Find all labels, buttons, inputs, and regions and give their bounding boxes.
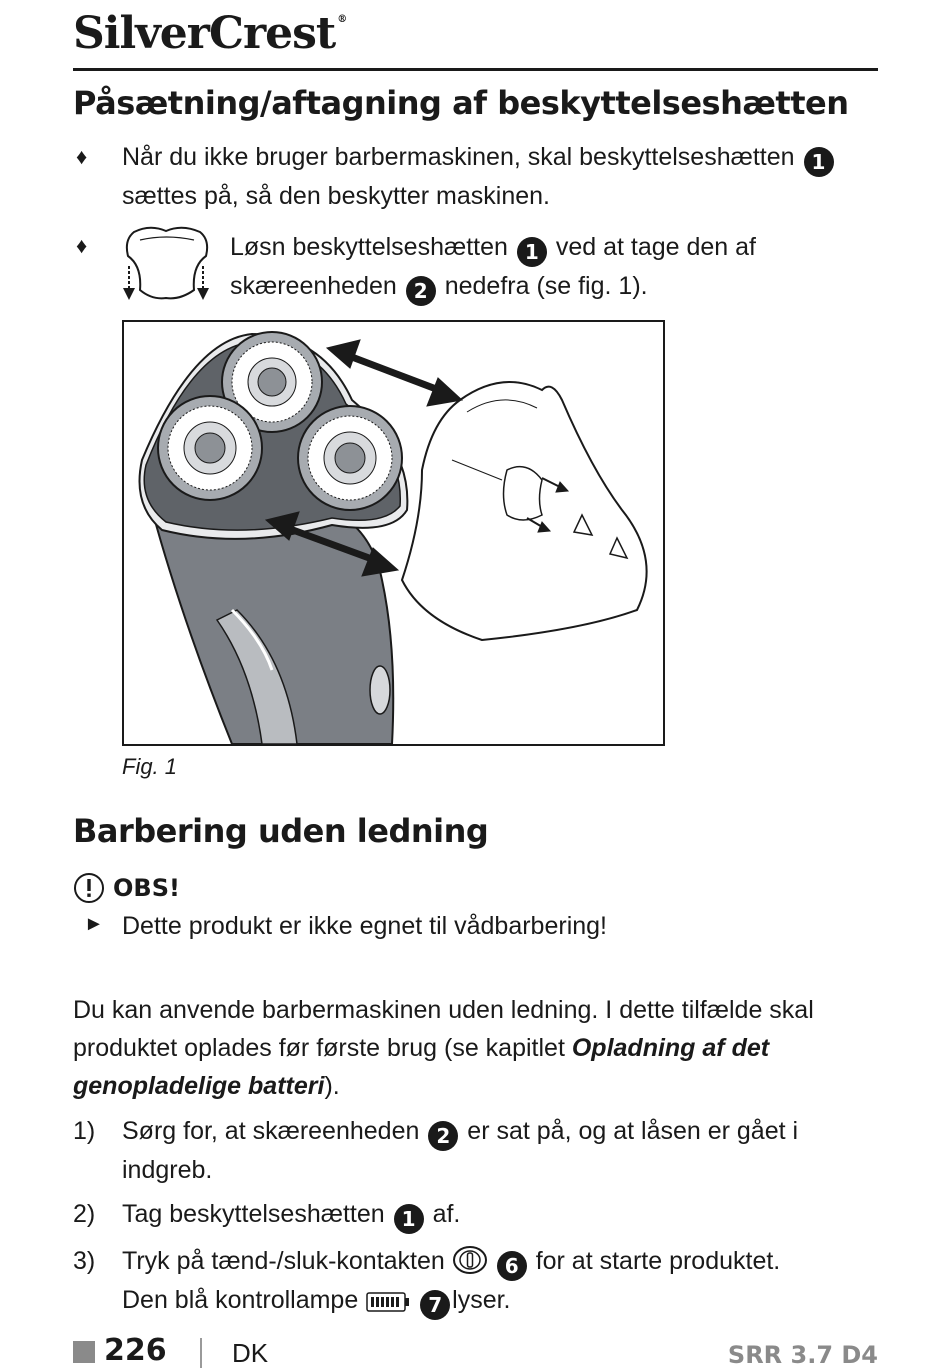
obs-label: OBS! bbox=[113, 874, 180, 902]
step-2-text: Tag beskyttelseshætten 1 af. bbox=[122, 1195, 460, 1234]
section-title-cap: Påsætning/aftagning af beskyttelseshætten bbox=[73, 84, 849, 122]
callout-2: 2 bbox=[428, 1121, 458, 1151]
language-code: DK bbox=[232, 1338, 269, 1368]
section-title-cordless: Barbering uden ledning bbox=[73, 812, 489, 850]
bullet-2: ♦ bbox=[76, 233, 88, 258]
callout-1: 1 bbox=[394, 1204, 424, 1234]
step-3-text: Tryk på tænd-/sluk-kontakten 6 for at starte produktet. Den blå kontrollampe 7 lyser. bbox=[122, 1242, 882, 1320]
step-2-number: 2) bbox=[73, 1200, 96, 1228]
header-rule bbox=[73, 68, 878, 71]
model-number: SRR 3.7 D4 bbox=[727, 1341, 878, 1369]
step-1-text: Sørg for, at skæreenheden 2 er sat på, og at låsen er gået i indgreb. bbox=[122, 1117, 799, 1184]
obs-heading bbox=[73, 872, 180, 904]
warning-text: Dette produkt er ikke egnet til vådbarbering! bbox=[122, 912, 607, 940]
page-number: 226 bbox=[104, 1333, 167, 1368]
brand-logo: SilverCrest ® bbox=[73, 8, 347, 59]
footer-divider bbox=[200, 1338, 202, 1368]
figure-caption: Fig. 1 bbox=[122, 754, 178, 779]
step-3-number: 3) bbox=[73, 1247, 96, 1275]
step-1-number: 1) bbox=[73, 1117, 96, 1145]
warning-icon bbox=[73, 872, 105, 904]
callout-1: 1 bbox=[804, 147, 834, 177]
intro-paragraph: Du kan anvende barbermaskinen uden ledning. I dette tilfælde skal produktet oplades før første brug (se kapitlet Opladning af det genopladelige batteri). bbox=[73, 996, 814, 1100]
bullet-1: ♦ bbox=[76, 144, 88, 169]
battery-lamp-icon bbox=[365, 1290, 411, 1314]
callout-6: 6 bbox=[497, 1251, 527, 1281]
bullet-2-text: Løsn beskyttelseshætten 1 ved at tage den af skæreenheden 2 nedefra (se fig. 1). bbox=[230, 228, 880, 306]
shaver-figure bbox=[122, 320, 665, 746]
cap-removal-icon bbox=[120, 226, 214, 302]
power-switch-icon bbox=[452, 1245, 488, 1275]
warning-arrow: ► bbox=[84, 913, 104, 935]
footer-marker bbox=[73, 1341, 95, 1363]
callout-7: 7 bbox=[420, 1290, 450, 1320]
callout-1: 1 bbox=[517, 237, 547, 267]
callout-2: 2 bbox=[406, 276, 436, 306]
bullet-1-text: Når du ikke bruger barbermaskinen, skal beskyttelseshætten 1 sættes på, så den beskytter maskinen. bbox=[122, 138, 882, 215]
